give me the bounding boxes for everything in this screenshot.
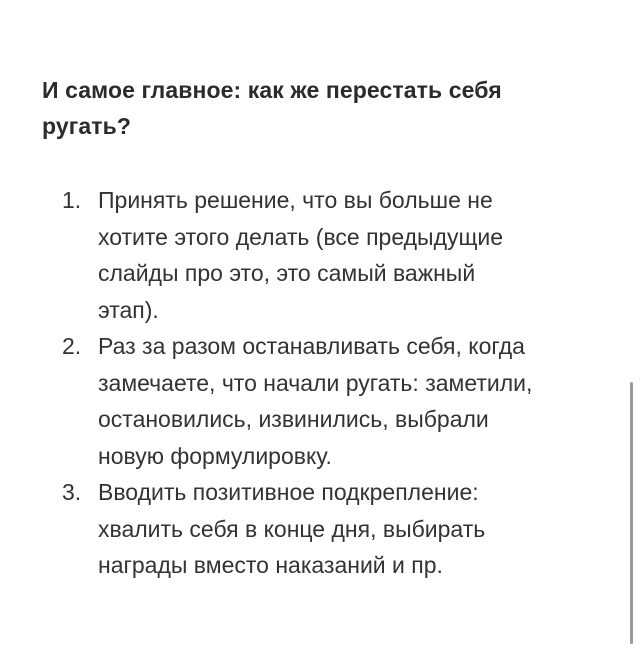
list-item-text: Вводить позитивное подкрепление: хвалить себя в конце дня, выбирать награды вместо наказаний и пр.	[98, 479, 486, 578]
list-item-text: Раз за разом останавливать себя, когда замечаете, что начали ругать: заметили, остановились, извинились, выбрали новую формулировку.	[98, 333, 533, 469]
scrollbar[interactable]	[630, 382, 633, 644]
heading: И самое главное: как же перестать себя ругать?	[42, 77, 502, 139]
list-item	[62, 182, 602, 328]
list-item-text: Принять решение, что вы больше не хотите этого делать (все предыдущие слайды про это, это самый важный этап).	[98, 187, 504, 323]
list-item-number: 2.	[62, 333, 82, 359]
list-item-number: 1.	[62, 187, 82, 213]
list-item-number: 3.	[62, 479, 82, 505]
numbered-list	[62, 182, 602, 584]
list-item	[62, 328, 602, 474]
list-item	[62, 474, 602, 584]
